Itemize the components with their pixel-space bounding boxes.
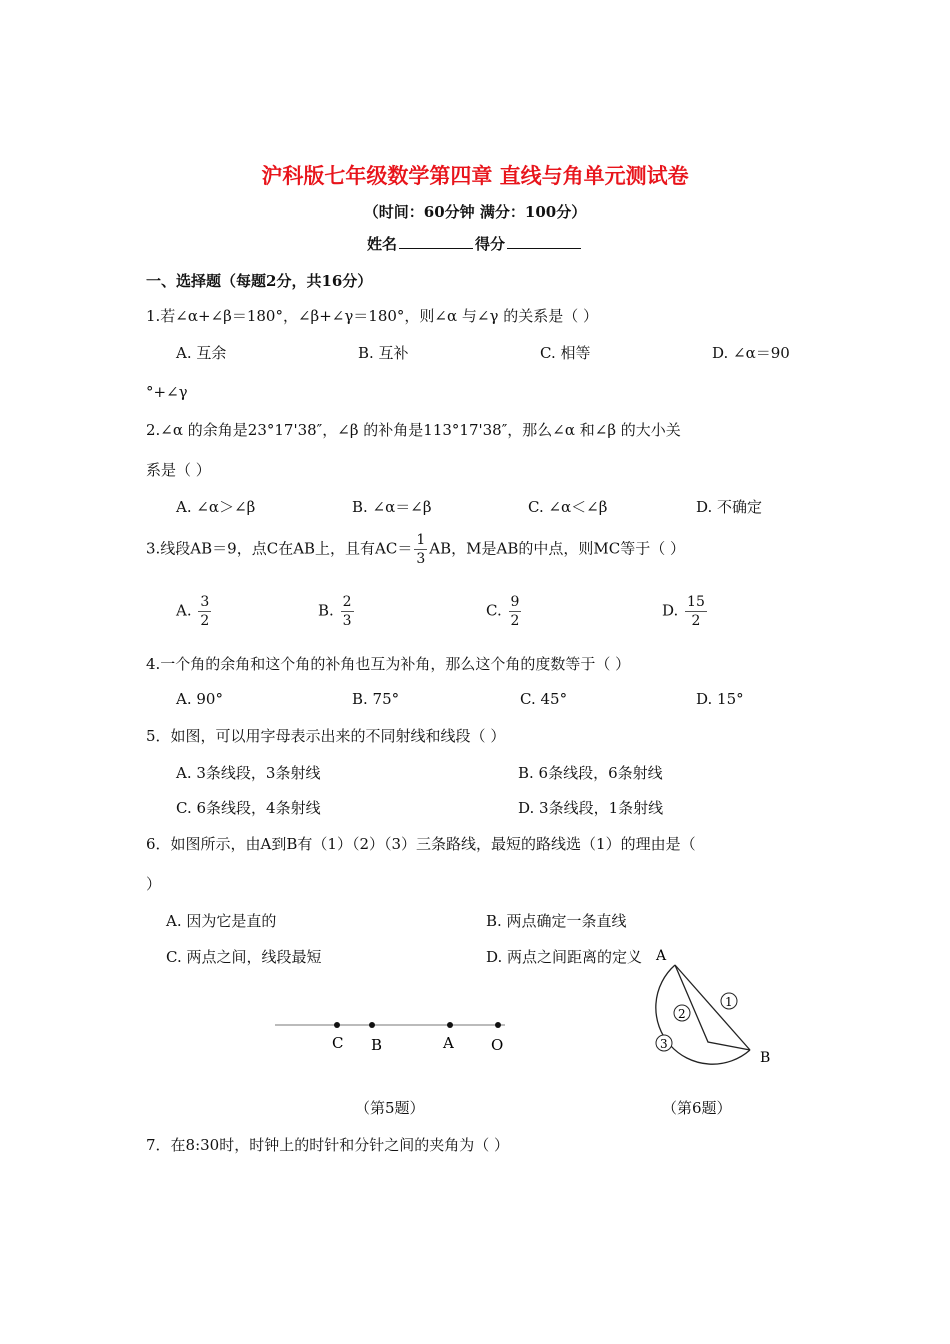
fig5-caption: （第5题）	[355, 1099, 425, 1117]
q6-option-d: D. 两点之间距离的定义	[486, 948, 643, 966]
fig6-caption: （第6题）	[662, 1099, 732, 1117]
question-2: 2.∠α 的余角是23°17'38″，∠β 的补角是113°17'38″，那么∠α 和∠β 的大小关	[146, 421, 681, 439]
q5-option-c: C. 6条线段，4条射线	[176, 799, 321, 817]
q3-a-num: 3	[200, 594, 210, 610]
q3-suffix: AB，M是AB的中点，则MC等于（ ）	[429, 539, 685, 558]
q1-option-c: C. 相等	[540, 344, 591, 362]
q3-option-c-label: C.	[486, 601, 502, 620]
q1-option-d: D. ∠α＝90	[712, 344, 790, 362]
q1-option-a: A. 互余	[176, 344, 227, 362]
q3-d-num: 15	[687, 594, 705, 610]
q3-option-b-fraction	[341, 593, 354, 630]
q3-a-den: 2	[200, 613, 210, 629]
q5-option-b: B. 6条线段，6条射线	[518, 764, 663, 782]
q3-b-num: 2	[342, 594, 352, 610]
q6-option-a: A. 因为它是直的	[166, 912, 277, 930]
fig6-label-b: B	[760, 1050, 771, 1066]
name-label: 姓名	[366, 235, 397, 253]
q3-c-den: 2	[510, 613, 520, 629]
q4-option-d: D. 15°	[696, 690, 744, 708]
q6-option-c: C. 两点之间，线段最短	[166, 948, 322, 966]
q3-option-b-label: B.	[318, 601, 334, 620]
fig5-point-o	[495, 1022, 501, 1028]
q4-option-c: C. 45°	[520, 690, 568, 708]
q3-option-a-fraction	[198, 593, 211, 630]
q1-option-d-continued: °+∠γ	[146, 383, 188, 401]
q2-option-a: A. ∠α＞∠β	[176, 498, 256, 516]
question-3	[146, 531, 685, 568]
q4-option-a: A. 90°	[176, 690, 223, 708]
q3-fraction	[414, 531, 427, 568]
q5-option-a: A. 3条线段，3条射线	[176, 764, 321, 782]
fig5-label-c: C	[332, 1034, 344, 1052]
fig5-point-a	[447, 1022, 453, 1028]
q3-option-d-label: D.	[662, 601, 679, 620]
question-2-continued: 系是（ ）	[146, 461, 211, 479]
question-4: 4.一个角的余角和这个角的补角也互为补角，那么这个角的度数等于（ ）	[146, 655, 631, 673]
fig6-route-2-label: 2	[678, 1007, 686, 1021]
q3-frac-num: 1	[416, 532, 426, 548]
fig5-label-o: O	[491, 1036, 504, 1054]
q3-option-c	[486, 593, 523, 630]
fig5-label-a: A	[443, 1034, 454, 1052]
q5-option-d: D. 3条线段，1条射线	[518, 799, 664, 817]
fig5-point-b	[369, 1022, 375, 1028]
fig6-label-a: A	[656, 948, 667, 964]
figure-5	[270, 1010, 520, 1060]
q3-d-den: 2	[691, 613, 701, 629]
q2-option-b: B. ∠α＝∠β	[352, 498, 432, 516]
question-6-continued: ）	[146, 875, 162, 893]
q4-option-b: B. 75°	[352, 690, 400, 708]
q3-option-a	[176, 593, 213, 630]
score-label: 得分	[475, 235, 506, 253]
q1-option-b: B. 互补	[358, 344, 409, 362]
fig6-route-3-label: 3	[660, 1037, 668, 1051]
fig5-point-c	[334, 1022, 340, 1028]
q3-prefix: 3.线段AB＝9，点C在AB上，且有AC＝	[146, 539, 413, 558]
q6-option-b: B. 两点确定一条直线	[486, 912, 627, 930]
score-blank[interactable]	[507, 248, 581, 249]
question-1: 1.若∠α+∠β＝180°，∠β+∠γ＝180°，则∠α 与∠γ 的关系是（ ）	[146, 307, 598, 325]
fig6-route-1-label: 1	[725, 995, 733, 1009]
q3-b-den: 3	[342, 613, 352, 629]
fig5-label-b: B	[371, 1036, 383, 1054]
name-score-line	[0, 233, 950, 254]
fig6-route-3	[656, 965, 750, 1064]
q3-option-b	[318, 593, 356, 630]
q2-option-d: D. 不确定	[696, 498, 763, 516]
figure-6	[640, 940, 780, 1070]
question-6: 6．如图所示，由A到B有（1）（2）（3）三条路线，最短的路线选（1）的理由是（	[146, 835, 696, 853]
q3-option-c-fraction	[509, 593, 522, 630]
page-title: 沪科版七年级数学第四章 直线与角单元测试卷	[261, 163, 689, 188]
q3-option-a-label: A.	[176, 601, 192, 620]
name-blank[interactable]	[399, 248, 473, 249]
exam-info: （时间：60分钟 满分：100分）	[363, 203, 587, 221]
q3-option-d-fraction	[685, 593, 707, 630]
q3-frac-den: 3	[416, 551, 426, 567]
q3-option-d	[662, 593, 709, 630]
q2-option-c: C. ∠α＜∠β	[528, 498, 608, 516]
question-7: 7．在8:30时，时钟上的时针和分针之间的夹角为（ ）	[146, 1136, 509, 1154]
question-5: 5．如图，可以用字母表示出来的不同射线和线段（ ）	[146, 727, 506, 745]
section-heading: 一、选择题（每题2分，共16分）	[146, 272, 373, 290]
q3-c-num: 9	[510, 594, 520, 610]
